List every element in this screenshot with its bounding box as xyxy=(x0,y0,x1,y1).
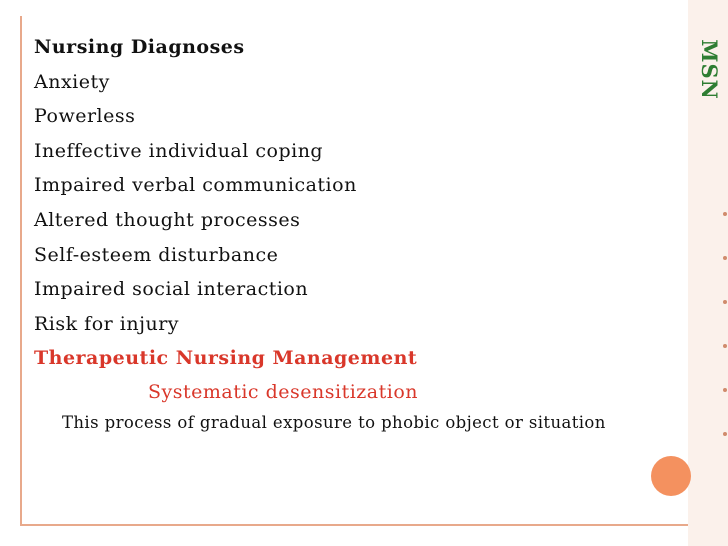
diagnosis-item: Altered thought processes xyxy=(34,208,301,231)
slide-content xyxy=(34,30,678,438)
diagnosis-item: Impaired verbal communication xyxy=(34,174,357,197)
decorative-dot xyxy=(723,388,727,392)
side-title-text: MSN xyxy=(696,38,722,100)
decorative-dot xyxy=(723,256,727,260)
management-heading: Therapeutic Nursing Management xyxy=(34,347,418,370)
technique-text: Systematic desensitization xyxy=(148,380,419,403)
diagnosis-item: Impaired social interaction xyxy=(34,278,309,301)
diagnosis-item: Ineffective individual coping xyxy=(34,139,324,162)
nursing-diagnoses-heading: Nursing Diagnoses xyxy=(34,36,245,58)
decorative-dot xyxy=(723,432,727,436)
diagnosis-item: Anxiety xyxy=(34,70,110,93)
decorative-dot xyxy=(723,212,727,216)
side-title xyxy=(692,30,726,108)
left-frame-line xyxy=(20,16,22,526)
diagnosis-item: Powerless xyxy=(34,105,136,128)
decorative-circle xyxy=(651,456,691,496)
diagnosis-item: Self-esteem disturbance xyxy=(34,243,279,266)
description-text: This process of gradual exposure to phobic object or situation xyxy=(62,412,606,432)
decorative-dot xyxy=(723,344,727,348)
diagnosis-item: Risk for injury xyxy=(34,312,180,335)
bottom-frame-line xyxy=(20,524,688,526)
decorative-dot xyxy=(723,300,727,304)
